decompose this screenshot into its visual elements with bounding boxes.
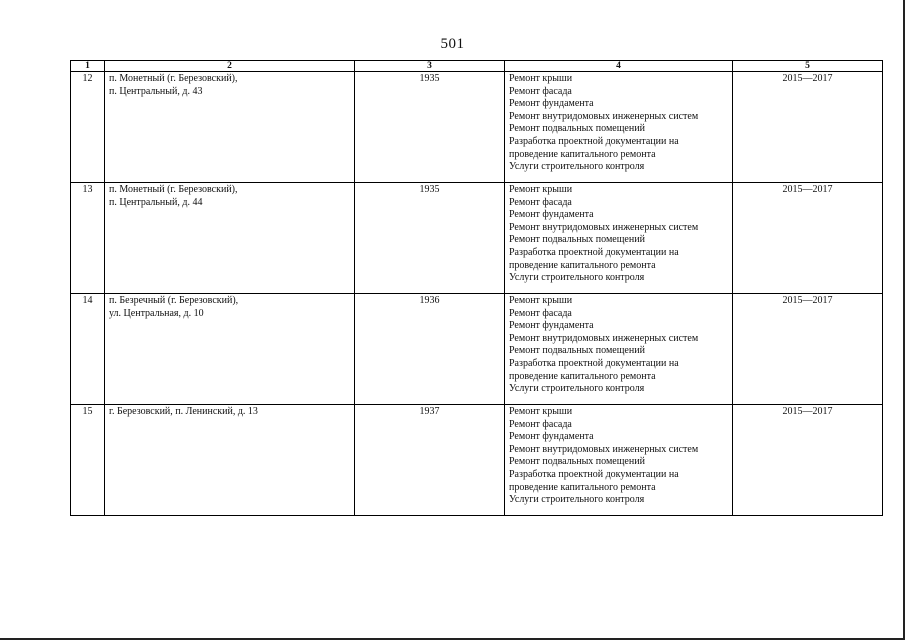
- table-body: [71, 72, 883, 516]
- work-item: проведение капитального ремонта: [509, 259, 656, 271]
- table-row: [71, 294, 883, 405]
- work-item: Разработка проектной документации на: [509, 357, 679, 369]
- address-cell: [105, 72, 355, 183]
- work-item: Ремонт внутридомовых инженерных систем: [509, 110, 699, 122]
- work-item: проведение капитального ремонта: [509, 148, 656, 160]
- period-cell: 2015—2017: [733, 72, 883, 183]
- period-cell: 2015—2017: [733, 183, 883, 294]
- work-item: Ремонт фундамента: [509, 431, 594, 443]
- address-line: п. Центральный, д. 44: [109, 196, 203, 208]
- work-item: Услуги строительного контроля: [509, 383, 645, 395]
- works-list-cell: [505, 294, 733, 405]
- build-year-cell: 1935: [355, 183, 505, 294]
- work-item: Ремонт фасада: [509, 85, 572, 97]
- work-item: проведение капитального ремонта: [509, 481, 656, 493]
- work-item: Ремонт крыши: [509, 184, 573, 195]
- table-row: [71, 183, 883, 294]
- work-item: Услуги строительного контроля: [509, 161, 645, 173]
- works-list-cell: [505, 183, 733, 294]
- row-number-cell: 15: [71, 405, 105, 516]
- address-line: п. Монетный (г. Березовский),: [109, 73, 238, 84]
- column-header-3: 3: [355, 61, 505, 72]
- table-header-row: [71, 61, 883, 72]
- address-line: п. Центральный, д. 43: [109, 85, 203, 97]
- works-list-cell: [505, 405, 733, 516]
- work-item: Ремонт фундамента: [509, 209, 594, 221]
- work-item: Ремонт внутридомовых инженерных систем: [509, 443, 699, 455]
- work-item: Ремонт внутридомовых инженерных систем: [509, 332, 699, 344]
- repair-schedule-table: [70, 60, 883, 516]
- address-line: ул. Центральная, д. 10: [109, 307, 204, 319]
- address-cell: [105, 405, 355, 516]
- work-item: Ремонт внутридомовых инженерных систем: [509, 221, 699, 233]
- address-line: п. Монетный (г. Березовский),: [109, 184, 238, 195]
- table-row: [71, 72, 883, 183]
- work-item: Ремонт крыши: [509, 73, 573, 84]
- work-item: Ремонт фундамента: [509, 320, 594, 332]
- work-item: Ремонт крыши: [509, 295, 573, 306]
- row-number-cell: 13: [71, 183, 105, 294]
- column-header-1: 1: [71, 61, 105, 72]
- build-year-cell: 1935: [355, 72, 505, 183]
- build-year-cell: 1936: [355, 294, 505, 405]
- work-item: Ремонт подвальных помещений: [509, 234, 645, 246]
- address-cell: [105, 183, 355, 294]
- address-cell: [105, 294, 355, 405]
- work-item: Услуги строительного контроля: [509, 272, 645, 284]
- work-item: Ремонт подвальных помещений: [509, 456, 645, 468]
- column-header-2: 2: [105, 61, 355, 72]
- work-item: Разработка проектной документации на: [509, 468, 679, 480]
- work-item: Разработка проектной документации на: [509, 135, 679, 147]
- work-item: Услуги строительного контроля: [509, 494, 645, 506]
- work-item: Ремонт фасада: [509, 418, 572, 430]
- work-item: проведение капитального ремонта: [509, 370, 656, 382]
- table-row: [71, 405, 883, 516]
- address-line: п. Безречный (г. Березовский),: [109, 295, 239, 306]
- period-cell: 2015—2017: [733, 405, 883, 516]
- work-item: Ремонт фасада: [509, 196, 572, 208]
- column-header-5: 5: [733, 61, 883, 72]
- period-cell: 2015—2017: [733, 294, 883, 405]
- works-list-cell: [505, 72, 733, 183]
- page-number: 501: [440, 36, 465, 52]
- build-year-cell: 1937: [355, 405, 505, 516]
- work-item: Разработка проектной документации на: [509, 246, 679, 258]
- work-item: Ремонт фасада: [509, 307, 572, 319]
- work-item: Ремонт крыши: [509, 406, 573, 417]
- row-number-cell: 12: [71, 72, 105, 183]
- work-item: Ремонт фундамента: [509, 98, 594, 110]
- address-line: г. Березовский, п. Ленинский, д. 13: [109, 406, 258, 417]
- column-header-4: 4: [505, 61, 733, 72]
- row-number-cell: 14: [71, 294, 105, 405]
- work-item: Ремонт подвальных помещений: [509, 345, 645, 357]
- work-item: Ремонт подвальных помещений: [509, 123, 645, 135]
